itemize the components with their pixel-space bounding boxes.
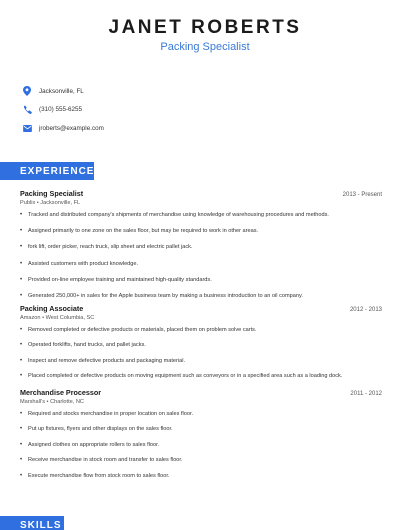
job-bullets (20, 212, 382, 299)
job-title: Packing Specialist (20, 189, 84, 198)
location-pin-icon (22, 86, 32, 96)
list-item: • Provided on-line employee training and maintained high-quality standards. (20, 277, 382, 284)
list-item: • Required and stocks merchandise in proper location on sales floor. (20, 411, 382, 418)
list-item: • Inspect and remove defective products and packaging material. (20, 358, 382, 365)
list-item: • Assigned primarily to one zone on the sales floor, but may be required to work in other areas. (20, 228, 382, 235)
list-item: • Assigned clothes on appropriate rollers to sales floor. (20, 442, 382, 449)
contact-phone-text: (310) 555-6255 (39, 106, 83, 113)
job-company: Marshall's • Charlotte, NC (20, 399, 84, 405)
list-item: • Generated 250,000+ in sales for the Apple business team by making a business introduction to an oil company. (20, 293, 382, 300)
job-company: Publix • Jacksonville, FL (20, 200, 81, 206)
job-title: Merchandise Processor (20, 388, 102, 397)
candidate-name: JANET ROBERTS (108, 17, 302, 38)
list-item: • Execute merchandise flow from stock room to sales floor. (20, 473, 382, 480)
list-item: • Tracked and distributed company's shipments of merchandise using knowledge of warehousing procedures and methods. (20, 212, 382, 219)
candidate-title: Packing Specialist (160, 41, 250, 53)
contact-email[interactable] (22, 119, 104, 137)
job-entry (20, 304, 382, 389)
list-item: • Removed completed or defective products or materials, placed them on problem solve carts. (20, 327, 382, 334)
contact-location-text: Jacksonville, FL (39, 87, 84, 95)
skills-heading: SKILLS (0, 516, 64, 530)
contact-info (22, 82, 104, 138)
list-item: • fork lift, order picker, reach truck, slip sheet and electric pallet jack. (20, 244, 382, 251)
job-title: Packing Associate (20, 304, 84, 313)
experience-heading: EXPERIENCE (0, 162, 94, 180)
phone-icon (22, 105, 32, 115)
contact-location (22, 82, 104, 100)
contact-email-text[interactable]: jroberts@example.com (39, 124, 104, 132)
list-item: • Put up fixtures, flyers and other displays on the sales floor. (20, 426, 382, 433)
job-dates: 2011 - 2012 (350, 391, 382, 397)
job-bullets (20, 411, 382, 479)
contact-phone (22, 101, 104, 119)
job-entry (20, 388, 382, 488)
job-company: Amazon • West Columbia, SC (20, 315, 95, 321)
job-entry (20, 189, 382, 309)
job-bullets (20, 327, 382, 380)
list-item: • Placed completed or defective products on moving equipment such as conveyors or in a specified area such as a loading dock. (20, 373, 382, 380)
list-item: • Operated forklifts, hand trucks, and pallet jacks. (20, 342, 382, 349)
job-dates: 2012 - 2013 (349, 307, 382, 313)
job-dates: 2013 - Present (342, 192, 382, 198)
list-item: • Receive merchandise in stock room and transfer to sales floor. (20, 457, 382, 464)
email-icon (22, 123, 32, 133)
list-item: • Assisted customers with product knowledge. (20, 261, 382, 268)
